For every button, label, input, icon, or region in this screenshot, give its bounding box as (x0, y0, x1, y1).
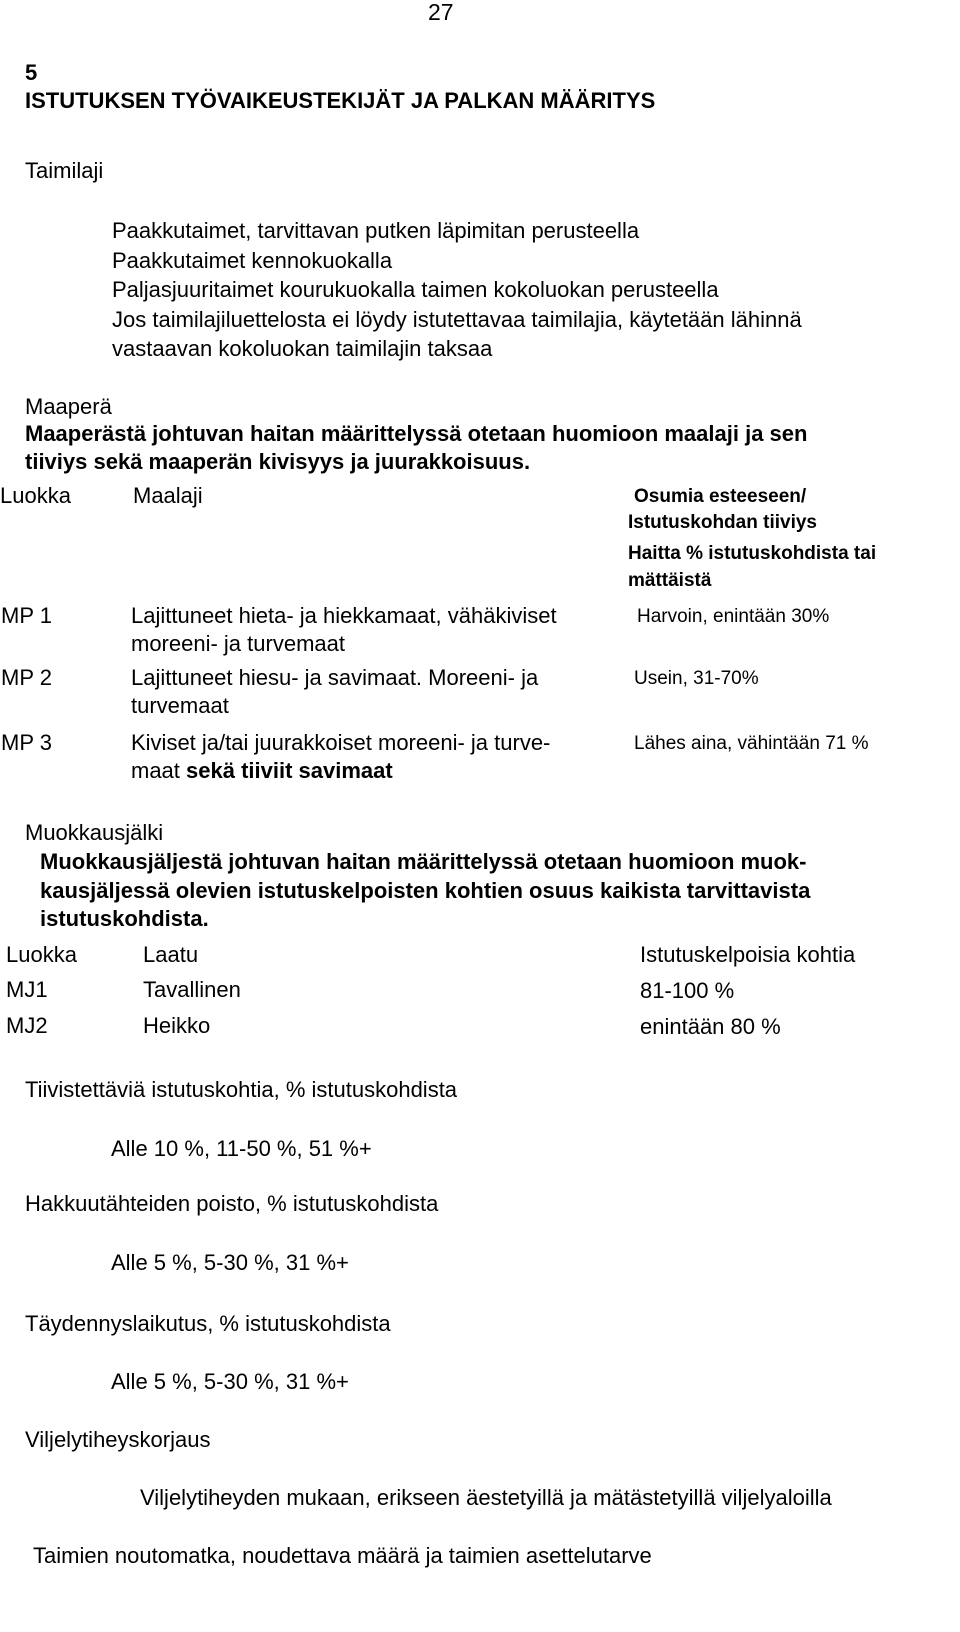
row-luokka: MP 2 (1, 665, 52, 690)
table-header-luokka: Luokka (0, 483, 71, 508)
row-osumia: Lähes aina, vähintään 71 % (634, 733, 869, 754)
chapter-title: ISTUTUKSEN TYÖVAIKEUSTEKIJÄT JA PALKAN MÄÄRITYS (25, 88, 656, 113)
row-maalaji: Lajittuneet hiesu- ja savimaat. Moreeni- ja (131, 665, 539, 690)
footer-line: Taimien noutomatka, noudettava määrä ja taimien asettelutarve (33, 1543, 652, 1568)
table-header-osumia: Osumia esteeseen/ (634, 486, 807, 507)
maapera-heading: Maaperä (25, 394, 112, 419)
row-maalaji-regular: maat (131, 758, 187, 783)
row-laatu: Heikko (143, 1013, 211, 1038)
page-number: 27 (428, 0, 454, 25)
taydennyslaikutus-values: Alle 5 %, 5-30 %, 31 %+ (111, 1369, 349, 1394)
taimilaji-heading: Taimilaji (25, 158, 104, 183)
hakkuutahteiden-heading: Hakkuutähteiden poisto, % istutuskohdista (25, 1191, 439, 1216)
hakkuutahteiden-values: Alle 5 %, 5-30 %, 31 %+ (111, 1250, 349, 1275)
muokkausjalki-description: istutuskohdista. (40, 906, 209, 931)
table-header-laatu: Laatu (143, 942, 199, 967)
maapera-description: Maaperästä johtuvan haitan määrittelyssä otetaan huomioon maalaji ja sen (25, 421, 808, 446)
row-maalaji: Kiviset ja/tai juurakkoiset moreeni- ja turve- (131, 730, 551, 755)
viljelytiheys-heading: Viljelytiheyskorjaus (25, 1427, 211, 1452)
row-maalaji: turvemaat (131, 693, 229, 718)
row-maalaji: moreeni- ja turvemaat (131, 631, 345, 656)
muokkausjalki-heading: Muokkausjälki (25, 820, 164, 845)
table-header-mattaista: mättäistä (628, 570, 712, 591)
tiivistettavia-heading: Tiivistettäviä istutuskohtia, % istutuskohdista (25, 1077, 458, 1102)
row-osumia: Harvoin, enintään 30% (637, 606, 830, 627)
table-header-luokka: Luokka (6, 942, 77, 967)
table-header-haitta: Haitta % istutuskohdista tai (628, 543, 877, 564)
row-laatu: Tavallinen (143, 977, 241, 1002)
row-kohtia: 81-100 % (640, 978, 735, 1003)
taimilaji-line: Jos taimilajiluettelosta ei löydy istutettavaa taimilajia, käytetään lähinnä (112, 307, 802, 332)
taimilaji-line: Paljasjuuritaimet kourukuokalla taimen kokoluokan perusteella (112, 277, 719, 302)
row-kohtia: enintään 80 % (640, 1014, 781, 1039)
table-header-tiiviys: Istutuskohdan tiiviys (628, 512, 817, 533)
row-luokka: MP 1 (1, 603, 52, 628)
table-header-kohtia: Istutuskelpoisia kohtia (640, 942, 856, 967)
table-header-maalaji: Maalaji (133, 483, 203, 508)
muokkausjalki-description: kausjäljessä olevien istutuskelpoisten kohtien osuus kaikista tarvittavista (40, 878, 811, 903)
row-maalaji: Lajittuneet hieta- ja hiekkamaat, vähäkiviset (131, 603, 557, 628)
taydennyslaikutus-heading: Täydennyslaikutus, % istutuskohdista (25, 1311, 391, 1336)
row-luokka: MP 3 (1, 730, 52, 755)
row-luokka: MJ1 (6, 977, 48, 1002)
taimilaji-line: vastaavan kokoluokan taimilajin taksaa (112, 336, 493, 361)
row-maalaji (131, 758, 393, 784)
taimilaji-line: Paakkutaimet kennokuokalla (112, 248, 393, 273)
tiivistettavia-values: Alle 10 %, 11-50 %, 51 %+ (111, 1136, 372, 1161)
chapter-number: 5 (25, 60, 38, 85)
row-luokka: MJ2 (6, 1013, 48, 1038)
taimilaji-line: Paakkutaimet, tarvittavan putken läpimitan perusteella (112, 218, 640, 243)
viljelytiheys-text: Viljelytiheyden mukaan, erikseen äestetyillä ja mätästetyillä viljelyaloilla (140, 1485, 832, 1510)
row-maalaji-bold: sekä tiiviit savimaat (186, 758, 393, 783)
maapera-description: tiiviys sekä maaperän kivisyys ja juurakkoisuus. (25, 449, 531, 474)
muokkausjalki-description: Muokkausjäljestä johtuvan haitan määrittelyssä otetaan huomioon muok- (40, 849, 807, 874)
row-osumia: Usein, 31-70% (634, 668, 759, 689)
